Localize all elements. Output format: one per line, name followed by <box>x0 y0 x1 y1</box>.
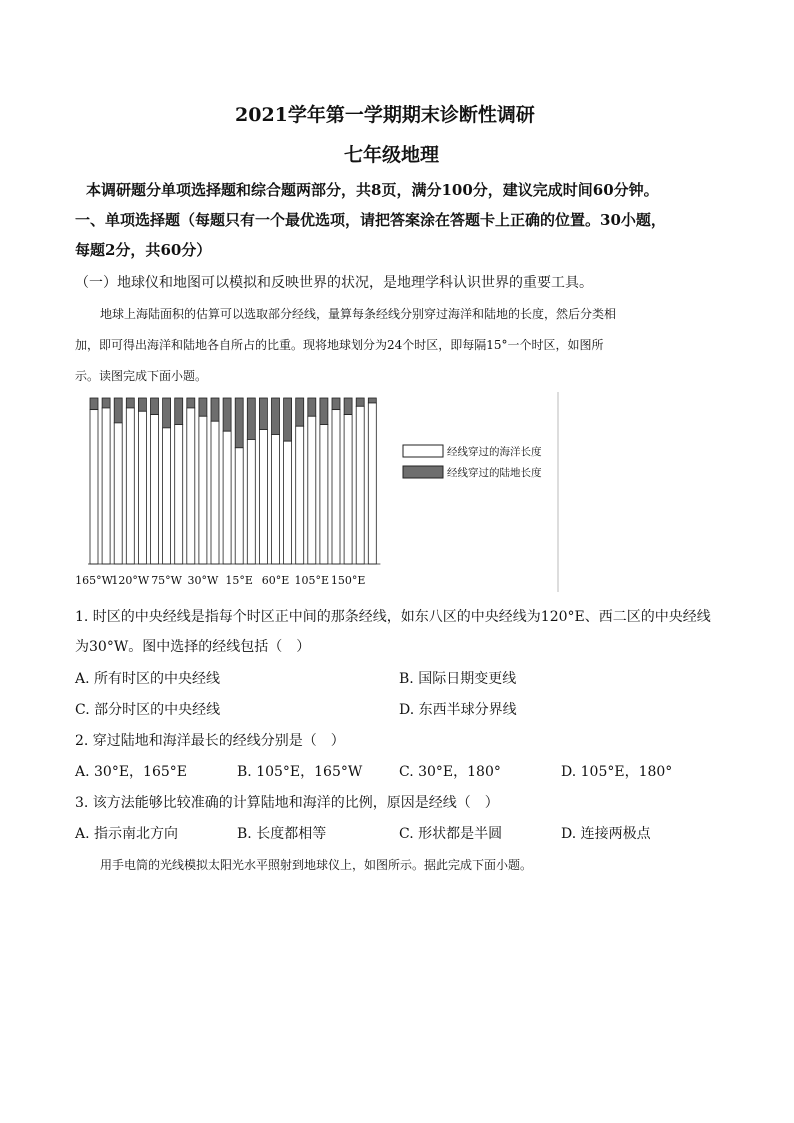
land-bar-segment <box>247 398 255 440</box>
land-bar-segment <box>296 398 304 426</box>
ocean-bar-segment <box>368 403 376 564</box>
ocean-bar-segment <box>356 406 364 564</box>
passage-line: 地球上海陆面积的估算可以选取部分经线，量算每条经线分别穿过海洋和陆地的长度，然后分类相 <box>100 307 617 321</box>
question-2-option-d[interactable]: D. 105°E，180° <box>561 764 673 780</box>
question-1-stem-cont: 为30°W。图中选择的经线包括（ ） <box>75 639 311 655</box>
question-2-option-c[interactable]: C. 30°E，180° <box>399 764 501 780</box>
ocean-bar-segment <box>175 425 183 564</box>
ocean-bar-segment <box>114 423 122 564</box>
x-tick-label: 150°E <box>330 574 366 587</box>
question-2-option-b[interactable]: B. 105°E，165°W <box>237 764 363 780</box>
question-3-stem: 3. 该方法能够比较准确的计算陆地和海洋的比例，原因是经线（ ） <box>75 795 499 811</box>
question-1-option-b[interactable]: B. 国际日期变更线 <box>399 671 517 687</box>
land-bar-segment <box>102 398 110 408</box>
land-bar-segment <box>114 398 122 423</box>
chart-svg <box>75 392 560 592</box>
land-bar-segment <box>344 398 352 415</box>
land-bar-segment <box>235 398 243 448</box>
x-tick-label: 120°W <box>111 574 150 587</box>
ocean-bar-segment <box>126 408 134 564</box>
x-tick-label: 30°W <box>187 574 219 587</box>
land-bar-segment <box>163 398 171 428</box>
x-tick-label: 165°W <box>75 574 113 587</box>
ocean-bar-segment <box>199 416 207 564</box>
x-tick-label: 75°W <box>151 574 183 587</box>
next-passage: 用手电筒的光线模拟太阳光水平照射到地球仪上，如图所示。据此完成下面小题。 <box>100 858 533 872</box>
land-bar-segment <box>223 398 231 431</box>
land-bar-segment <box>199 398 207 416</box>
question-2-option-a[interactable]: A. 30°E，165°E <box>75 764 187 780</box>
question-1-stem: 1. 时区的中央经线是指每个时区正中间的那条经线，如东八区的中央经线为120°E、西二区的中央经线 <box>75 609 711 625</box>
legend-land-label: 经线穿过的陆地长度 <box>447 467 542 479</box>
question-3-option-d[interactable]: D. 连接两极点 <box>561 826 651 842</box>
question-1-option-c[interactable]: C. 部分时区的中央经线 <box>75 702 221 718</box>
ocean-bar-segment <box>308 416 316 564</box>
page-title: 2021学年第一学期期末诊断性调研 <box>235 104 535 126</box>
ocean-bar-segment <box>272 435 280 564</box>
land-bar-segment <box>90 398 98 410</box>
ocean-bar-segment <box>296 426 304 564</box>
land-bar-segment <box>187 398 195 408</box>
land-bar-segment <box>175 398 183 425</box>
land-bar-segment <box>272 398 280 435</box>
section-heading: 一、单项选择题（每题只有一个最优选项，请把答案涂在答题卡上正确的位置。30小题， <box>75 211 666 229</box>
legend-land-swatch <box>403 466 443 478</box>
land-bar-segment <box>211 398 219 421</box>
ocean-bar-segment <box>235 448 243 564</box>
passage-line: 加，即可得出海洋和陆地各自所占的比重。现将地球划分为24个时区，即每隔15°一个时区，如图所 <box>75 338 604 352</box>
ocean-bar-segment <box>187 408 195 564</box>
question-3-option-b[interactable]: B. 长度都相等 <box>237 826 327 842</box>
ocean-bar-segment <box>247 440 255 565</box>
ocean-bar-segment <box>102 408 110 564</box>
page-subtitle: 七年级地理 <box>344 144 440 166</box>
section-heading-cont: 每题2分，共60分） <box>75 241 212 259</box>
passage-line: 示。读图完成下面小题。 <box>75 369 208 383</box>
meridian-bar-chart <box>75 392 560 592</box>
group-heading: （一）地球仪和地图可以模拟和反映世界的状况，是地理学科认识世界的重要工具。 <box>75 275 593 291</box>
ocean-bar-segment <box>344 415 352 564</box>
land-bar-segment <box>284 398 292 441</box>
land-bar-segment <box>151 398 159 415</box>
question-1-option-a[interactable]: A. 所有时区的中央经线 <box>75 671 221 687</box>
ocean-bar-segment <box>332 410 340 564</box>
question-3-option-c[interactable]: C. 形状都是半圆 <box>399 826 503 842</box>
land-bar-segment <box>138 398 146 411</box>
x-tick-label: 105°E <box>294 574 330 587</box>
land-bar-segment <box>356 398 364 406</box>
ocean-bar-segment <box>138 411 146 564</box>
land-bar-segment <box>332 398 340 410</box>
land-bar-segment <box>308 398 316 416</box>
legend-ocean-swatch <box>403 445 443 457</box>
question-1-option-d[interactable]: D. 东西半球分界线 <box>399 702 517 718</box>
ocean-bar-segment <box>211 421 219 564</box>
ocean-bar-segment <box>284 441 292 564</box>
legend-ocean-label: 经线穿过的海洋长度 <box>447 446 542 458</box>
land-bar-segment <box>126 398 134 408</box>
ocean-bar-segment <box>90 410 98 564</box>
question-2-stem: 2. 穿过陆地和海洋最长的经线分别是（ ） <box>75 733 345 749</box>
land-bar-segment <box>259 398 267 430</box>
land-bar-segment <box>320 398 328 425</box>
ocean-bar-segment <box>320 425 328 564</box>
question-3-option-a[interactable]: A. 指示南北方向 <box>75 826 179 842</box>
ocean-bar-segment <box>163 428 171 564</box>
exam-intro: 本调研题分单项选择题和综合题两部分，共8页，满分100分，建议完成时间60分钟。 <box>86 181 659 199</box>
x-tick-label: 15°E <box>225 574 253 587</box>
land-bar-segment <box>368 398 376 403</box>
ocean-bar-segment <box>223 431 231 564</box>
ocean-bar-segment <box>151 415 159 564</box>
x-tick-label: 60°E <box>261 574 290 587</box>
ocean-bar-segment <box>259 430 267 564</box>
